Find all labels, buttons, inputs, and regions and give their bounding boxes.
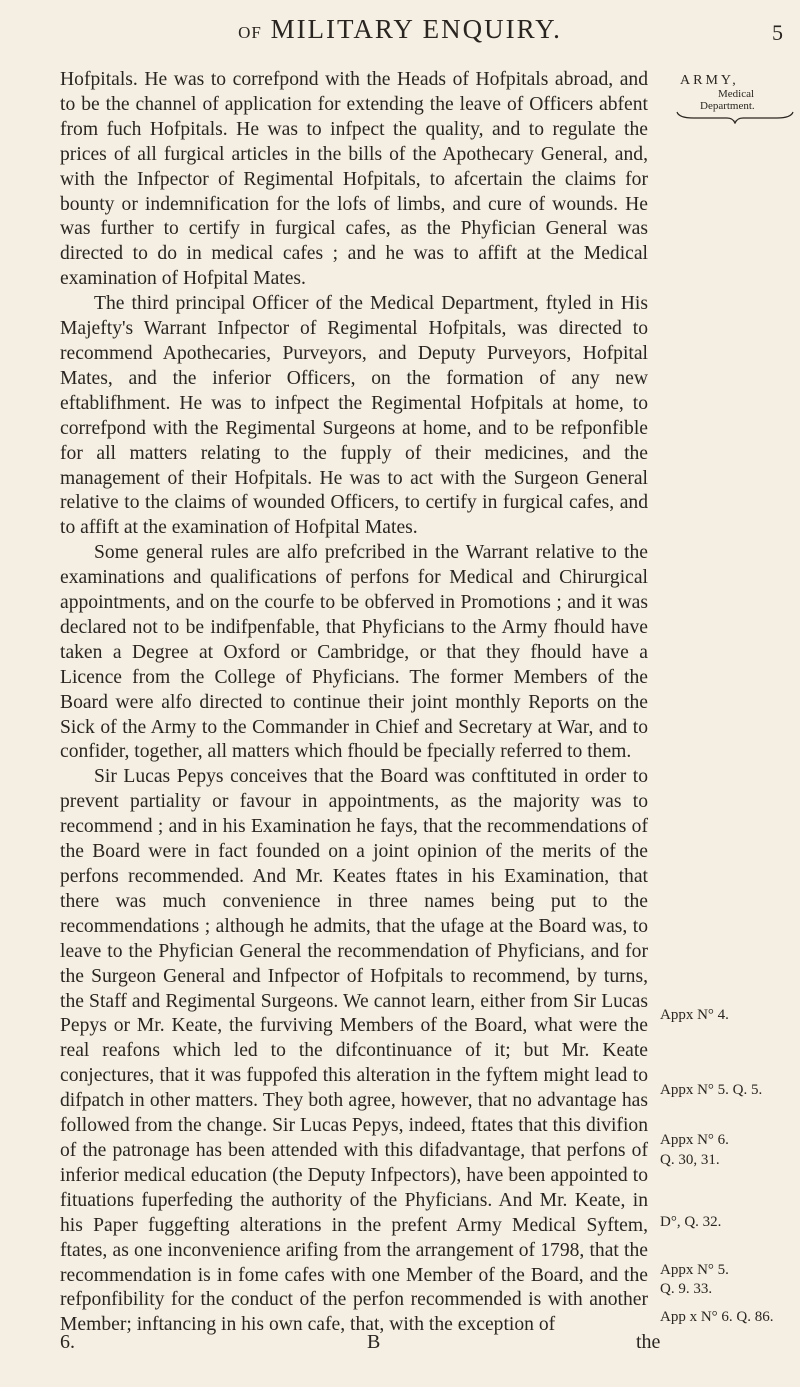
margin-ref-appendix-5-q5: Appx N° 5. Q. 5. [660,1082,763,1098]
paragraph-2: The third principal Officer of the Medical Department, ftyled in His Majefty's Warrant Infpector of Regimental Hofpitals, was directed to recommend Apothecaries, Purveyors, and Deputy Purveyors, Hofpital Mates, and the inferior Officers, on the formation of any new eftablifhment. He was to infpect the Regimental Hofpitals at home, to correfpond with the Regimental Surgeons at home, and to be refponfible for all matters relating to the fupply of their medicines, and the management of their Hofpitals. He was to act with the Surgeon General relative to the claims of wounded Officers, to certify in furgical cafes, and to affift at the examination of Hofpital Mates. [60,293,648,539]
margin-ref-appendix-5: Appx N° 5. [660,1262,729,1278]
margin-ref-q9-33: Q. 9. 33. [660,1281,713,1297]
margin-ref-ditto-q32: D°, Q. 32. [660,1214,722,1230]
margin-brace [675,110,795,124]
catchword: the [636,1331,661,1353]
running-head-of: OF [238,23,262,42]
margin-ref-appendix-6: Appx N° 6. [660,1132,729,1148]
page-number: 5 [772,20,783,45]
paragraph-4: Sir Lucas Pepys conceives that the Board was conftituted in order to prevent partiality or favour in appointments, as the majority was to recommend ; and in his Examination he fays, that the recommendations of the Board were in fact founded on a joint opinion of the merits of the perfons recommended. And Mr. Keates ftates in his Examination, that there was much convenience in three names being put to the recommendations ; although he admits, that the ufage at the Board was, to leave to the Phyfician General the recommendation of Phyficians, and for the Surgeon General and Infpector of Hofpitals to recommend, by turns, the Staff and Regimental Surgeons. We cannot learn, either from Sir Lucas Pepys or Mr. Keate, the furviving Members of the Board, what were the real reafons which led to the difcontinuance of it; but Mr. Keate conjectures, that it was fuppofed this alteration in the fyftem might lead to difpatch in other matters. They both agree, however, that no advantage has followed from the change. Sir Lucas Pepys, indeed, ftates that this divifion of the patronage has been attended with this difadvantage, that perfons of inferior medical education (the Deputy Infpectors), have been appointed to fituations fuperfeding the authority of the Phyficians. And Mr. Keate, in his Paper fuggefting alterations in the prefent Army Medical Syftem, ftates, as one inconvenience arifing from the arrangement of 1798, that the recommendation is in fome cafes with one Member of the Board, and the refponfibility for the conduct of the perfon recommended is with another Member; inftancing in his own cafe, that, with the exception of [60,766,648,1336]
body-text [60,68,648,1338]
margin-heading-department: Department. [700,100,755,112]
margin-ref-appendix-4: Appx N° 4. [660,1007,729,1023]
running-head-title: MILITARY ENQUIRY. [270,14,562,44]
margin-heading-medical: Medical [718,88,755,100]
signature-mark: B [367,1331,381,1353]
margin-ref-q30-31: Q. 30, 31. [660,1152,720,1168]
margin-heading-army: ARMY, [680,73,739,88]
paragraph-3: Some general rules are alfo prefcribed in the Warrant relative to the examinations and qualifications of perfons for Medical and Chirurgical appointments, and on the courfe to be obferved in Promotions ; and it was declared not to be indifpenfable, that Phyficians to the Army fhould have taken a Degree at Oxford or Cambridge, or that they fhould have a Licence from the College of Phyficians. The former Members of the Board were alfo directed to continue their joint monthly Reports on the Sick of the Army to the Commander in Chief and Secretary at War, and to confider, together, all matters which fhould be fpecially referred to them. [60,542,648,763]
margin-ref-appendix-6-q86: App x N° 6. Q. 86. [660,1309,774,1325]
running-head [0,14,800,45]
paragraph-1: Hofpitals. He was to correfpond with the Heads of Hofpitals abroad, and to be the channel of application for extending the leave of Officers abfent from fuch Hofpitals. He was to infpect the quality, and to regulate the prices of all furgical articles in the bills of the Apothecary General, and, with the Infpector of Regimental Hofpitals, to afcertain the claims for bounty or indemnification for the lofs of limbs, and cure of wounds. He was further to certify in furgical cafes, as the Phyfician General was directed to do in medical cafes ; and he was to affift at the Medical examination of Hofpital Mates. [60,69,648,290]
signature-number: 6. [60,1331,75,1353]
